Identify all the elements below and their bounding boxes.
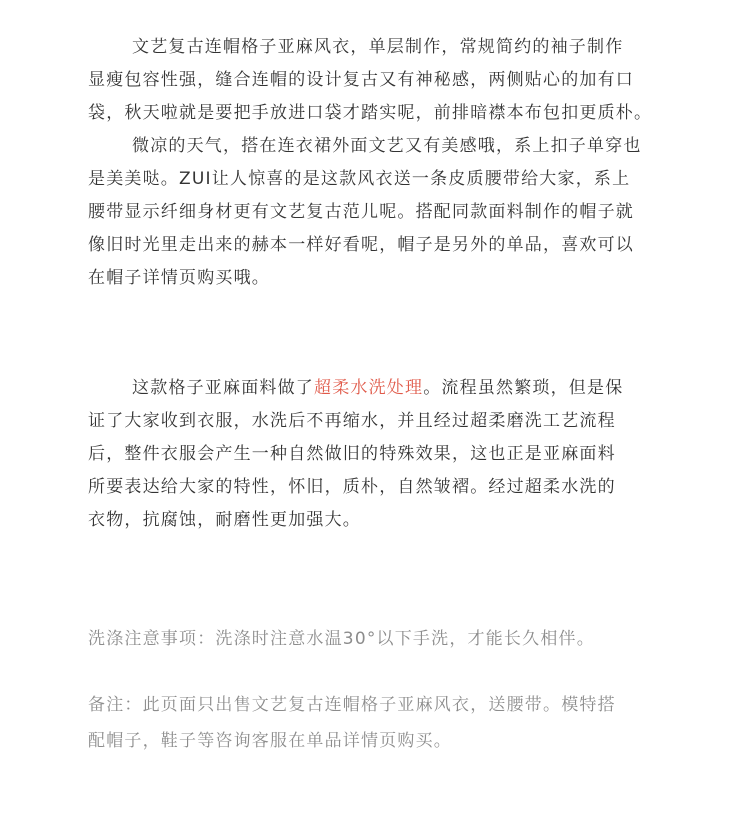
highlight-text: 超柔水洗处理 xyxy=(314,378,424,398)
text-line: 在帽子详情页购买哦。 xyxy=(88,268,270,288)
remark-note xyxy=(88,687,616,759)
washing-note xyxy=(88,621,595,657)
text-line: 是美美哒。ZUI让人惊喜的是这款风衣送一条皮质腰带给大家，系上 xyxy=(88,169,631,189)
text-line: 文艺复古连帽格子亚麻风衣，单层制作，常规简约的袖子制作 xyxy=(132,37,624,57)
fabric-text-after: 。流程虽然繁琐，但是保 xyxy=(423,378,624,398)
fabric-paragraph xyxy=(88,372,623,537)
text-line: 所要表达给大家的特性，怀旧，质朴，自然皱褶。经过超柔水洗的 xyxy=(88,477,616,497)
text-line: 像旧时光里走出来的赫本一样好看呢，帽子是另外的单品，喜欢可以 xyxy=(88,235,634,255)
text-line xyxy=(88,372,623,405)
text-line: 备注：此页面只出售文艺复古连帽格子亚麻风衣，送腰带。模特搭 xyxy=(88,695,616,715)
text-line: 显瘦包容性强，缝合连帽的设计复古又有神秘感，两侧贴心的加有口 xyxy=(88,70,634,90)
text-line: 证了大家收到衣服，水洗后不再缩水，并且经过超柔磨洗工艺流程 xyxy=(88,411,616,431)
fabric-text-before: 这款格子亚麻面料做了 xyxy=(132,378,314,398)
text-line: 配帽子，鞋子等咨询客服在单品详情页购买。 xyxy=(88,731,452,751)
text-line: 后，整件衣服会产生一种自然做旧的特殊效果，这也正是亚麻面料 xyxy=(88,444,616,464)
text-line: 微凉的天气，搭在连衣裙外面文艺又有美感哦，系上扣子单穿也 xyxy=(132,136,642,156)
intro-paragraph-1 xyxy=(88,31,652,130)
intro-paragraph-2 xyxy=(88,130,642,295)
text-line: 衣物，抗腐蚀，耐磨性更加强大。 xyxy=(88,510,361,530)
text-line: 袋，秋天啦就是要把手放进口袋才踏实呢，前排暗襟本布包扣更质朴。 xyxy=(88,103,653,123)
washing-instructions: 洗涤注意事项：洗涤时注意水温30°以下手洗，才能长久相伴。 xyxy=(88,629,595,649)
text-line: 腰带显示纤细身材更有文艺复古范儿呢。搭配同款面料制作的帽子就 xyxy=(88,202,634,222)
